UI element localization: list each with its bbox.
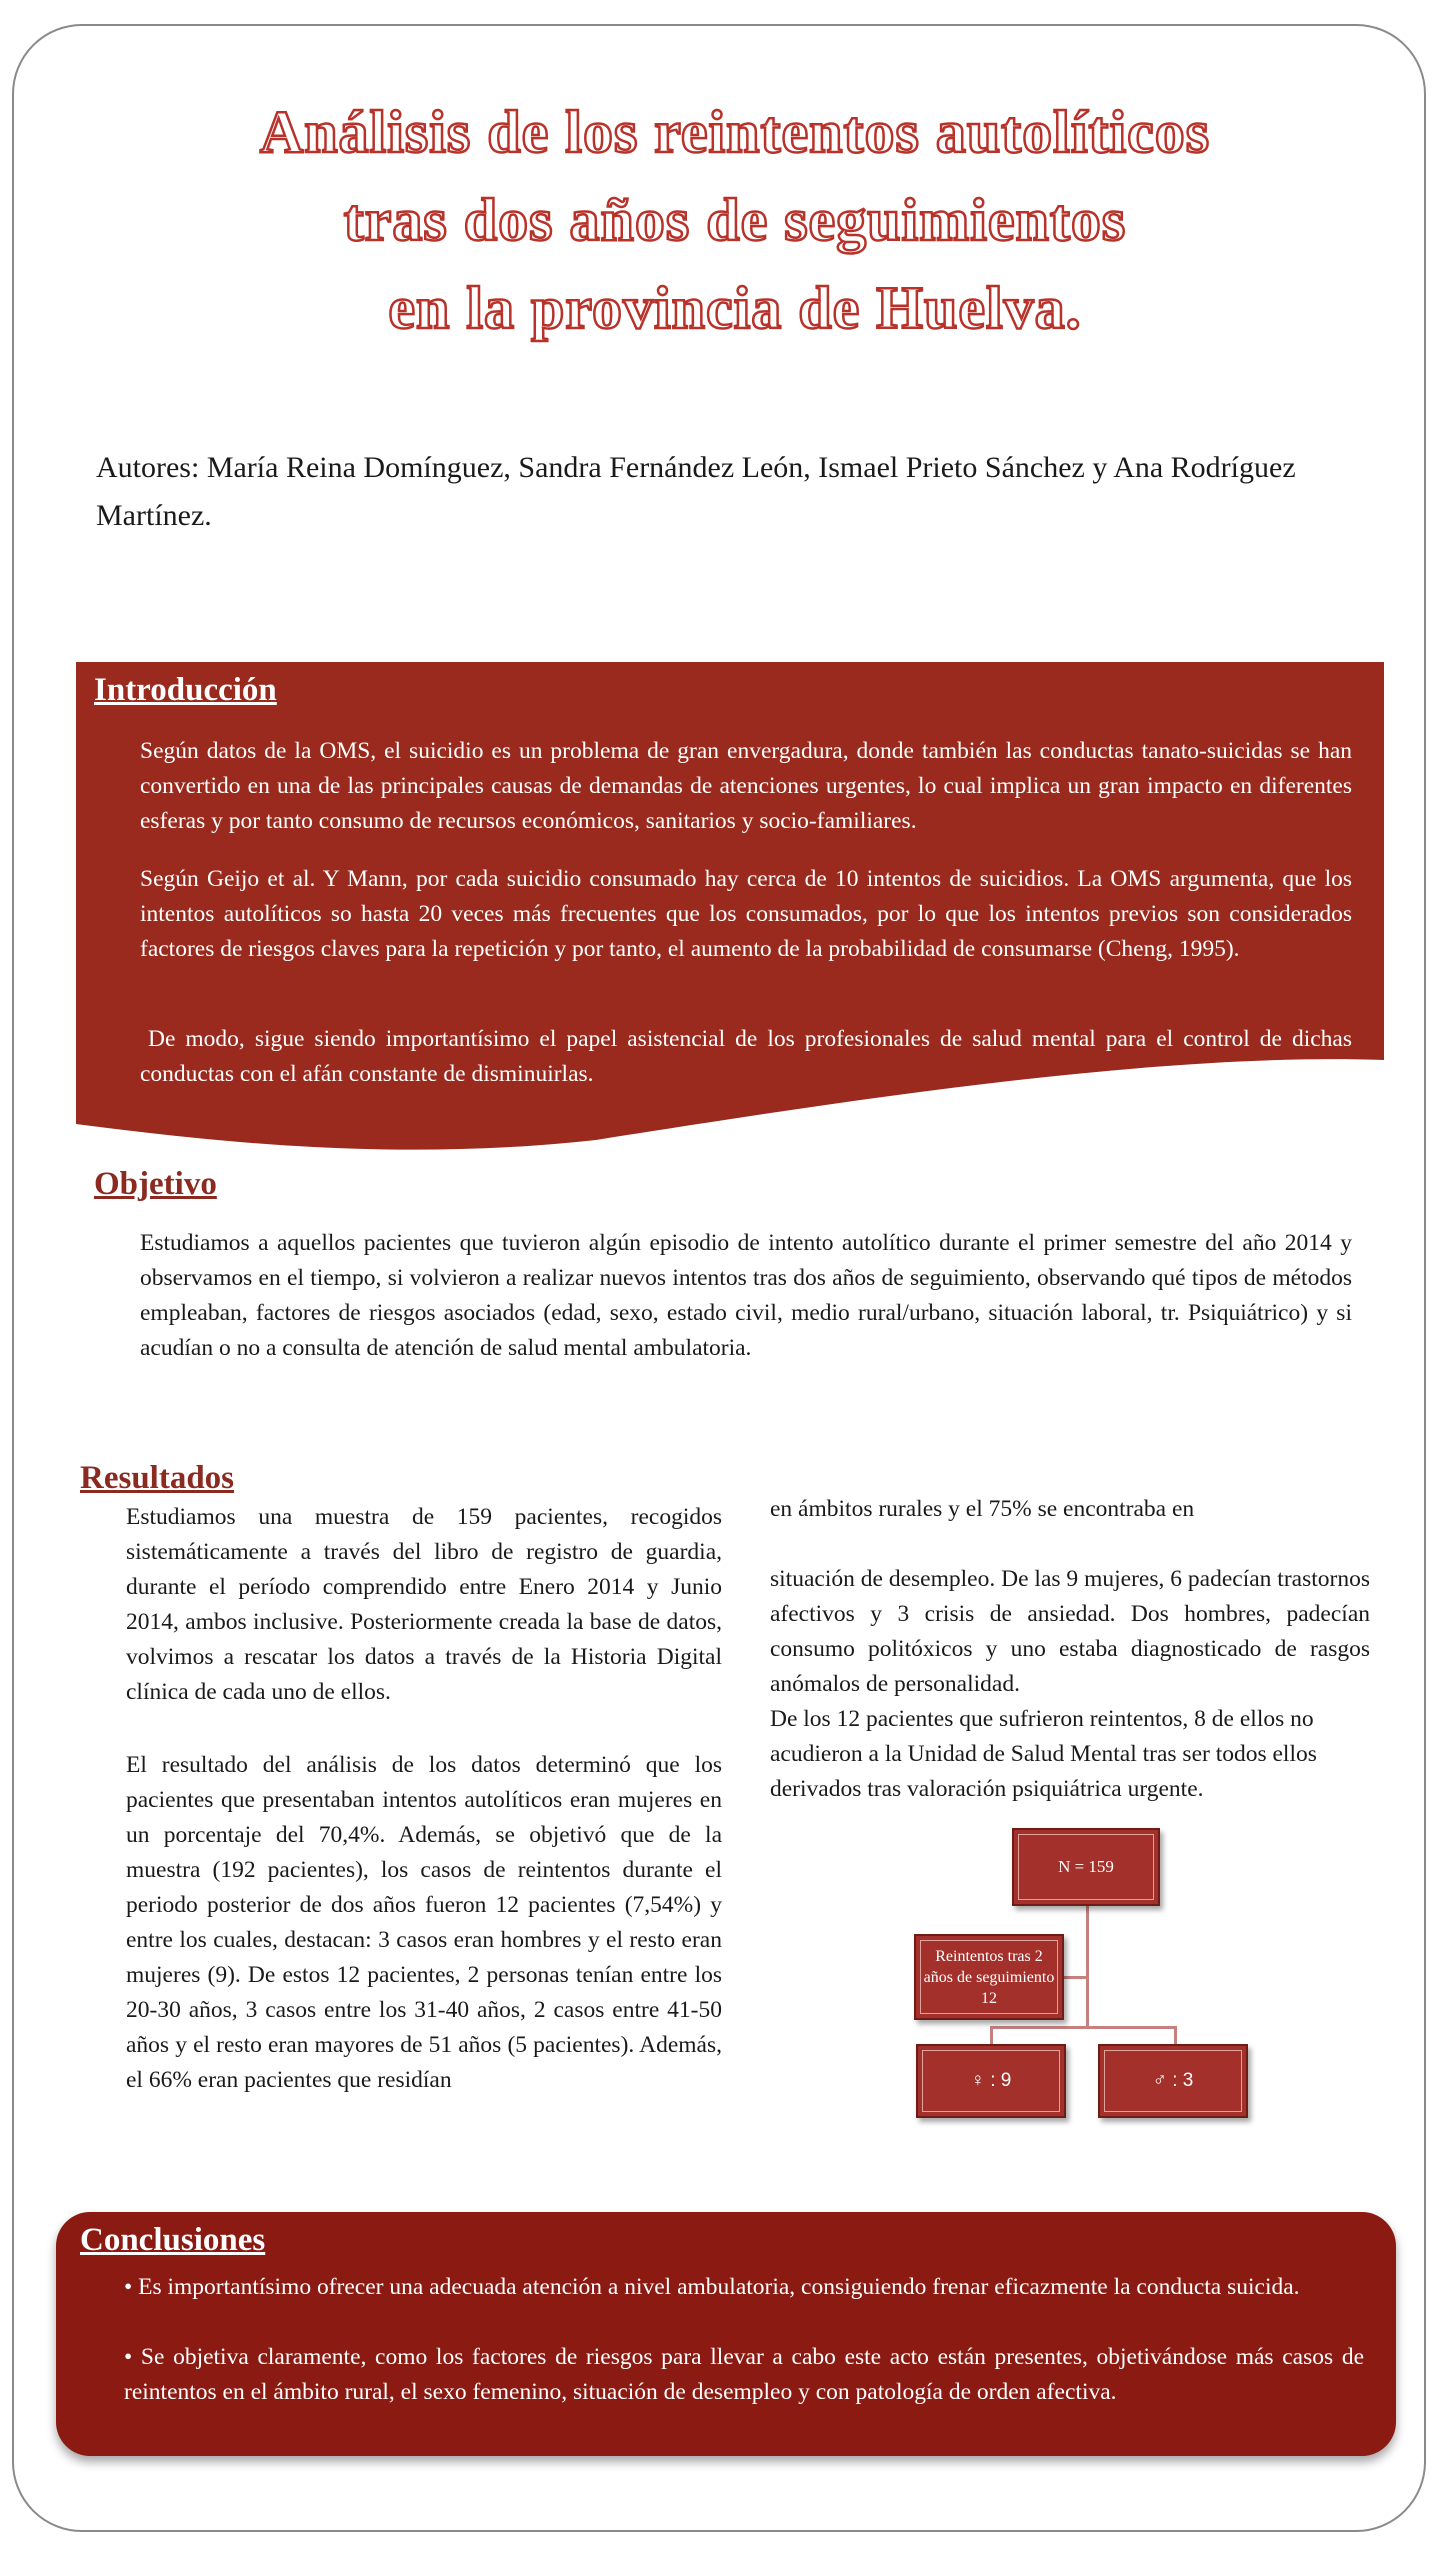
conclusiones-bullet-1: • Es importantísimo ofrecer una adecuada atención a nivel ambulatoria, consiguiendo frenar eficazmente la conducta suicida. <box>124 2274 1300 2300</box>
introduccion-paragraph-2: Según Geijo et al. Y Mann, por cada suicidio consumado hay cerca de 10 intentos de suicidios. La OMS argumenta, que los intentos autolíticos so hasta 20 veces más frecuentes que los consumados, por lo que los intentos previos son considerados factores de riesgos claves para la repetición y por tanto, el aumento de la probabilidad de consumarse (Cheng, 1995). <box>140 866 1352 962</box>
connector-male <box>1174 2026 1177 2044</box>
diagram-node-male <box>1098 2044 1248 2118</box>
objetivo-heading: Objetivo <box>94 1166 217 1202</box>
resultados-right-paragraph-2: situación de desempleo. De las 9 mujeres, 6 padecían trastornos afectivos y 3 crisis de ansiedad. Dos hombres, padecían consumo politóxicos y uno estaba diagnosticado de rasgos anómalos de personalidad. <box>770 1566 1370 1697</box>
title-line-2: tras dos años de seguimientos <box>343 187 1127 253</box>
resultados-right-paragraph-3: De los 12 pacientes que sufrieron reintentos, 8 de ellos no acudieron a la Unidad de Salud Mental tras ser todos ellos derivados tras valoración psiquiátrica urgente. <box>770 1706 1317 1802</box>
connector-female <box>990 2026 993 2044</box>
title-line-3: en la provincia de Huelva. <box>388 275 1082 341</box>
introduccion-paragraph-1: Según datos de la OMS, el suicidio es un problema de gran envergadura, donde también las conductas tanato-suicidas se han convertido en una de las principales causas de demandas de atenciones urgentes, lo cual implica un gran impacto en diferentes esferas y por tanto consumo de recursos económicos, sanitarios y socio-familiares. <box>140 738 1352 834</box>
diagram-node-reintentos-label: Reintentos tras 2 años de seguimiento 12 <box>923 1947 1055 2007</box>
diagram-node-root <box>1012 1828 1160 1906</box>
diagram-node-female <box>916 2044 1066 2118</box>
diagram-node-root-label: N = 159 <box>1058 1857 1114 1876</box>
connector-middle <box>1064 1976 1088 1979</box>
connector-root <box>1086 1904 1089 2028</box>
authors: Autores: María Reina Domínguez, Sandra Fernández León, Ismael Prieto Sánchez y Ana Rodríguez Martínez. <box>96 451 1296 532</box>
conclusiones-heading: Conclusiones <box>80 2222 266 2258</box>
resultados-right-paragraph-1: en ámbitos rurales y el 75% se encontraba en <box>770 1496 1195 1522</box>
resultados-left-paragraph-2: El resultado del análisis de los datos determinó que los pacientes que presentaban intentos autolíticos eran mujeres en un porcentaje del 70,4%. Además, se objetivó que de la muestra (192 pacientes), los casos de reintentos durante el periodo posterior de dos años fueron 12 pacientes (7,54%) y entre los cuales, destacan: 3 casos eran hombres y el resto eran mujeres (9). De estos 12 pacientes, 2 personas tenían entre los 20-30 años, 3 casos entre los 31-40 años, 2 casos entre 41-50 años y el resto eran mayores de 51 años (5 pacientes). Además, el 66% eran pacientes que residían <box>126 1752 722 2093</box>
resultados-left-paragraph-1: Estudiamos una muestra de 159 pacientes, recogidos sistemáticamente a través del libro de registro de guardia, durante el período comprendido entre Enero 2014 y Junio 2014, ambos inclusive. Posteriormente creada la base de datos, volvimos a rescatar los datos a través de la Historia Digital clínica de cada uno de ellos. <box>126 1504 722 1705</box>
title-line-1: Análisis de los reintentos autolíticos <box>259 99 1211 165</box>
introduccion-heading: Introducción <box>94 672 277 708</box>
diagram-node-female-label: ♀ : 9 <box>970 2070 1012 2091</box>
connector-horizontal <box>990 2026 1176 2029</box>
diagram-node-reintentos <box>914 1934 1064 2020</box>
poster-title <box>120 88 1350 352</box>
objetivo-text: Estudiamos a aquellos pacientes que tuvieron algún episodio de intento autolítico durante el primer semestre del año 2014 y observamos en el tiempo, si volvieron a realizar nuevos intentos tras dos años de seguimiento, observando qué tipos de métodos empleaban, factores de riesgos asociados (edad, sexo, estado civil, medio rural/urbano, situación laboral, tr. Psiquiátrico) y si acudían o no a consulta de atención de salud mental ambulatoria. <box>140 1230 1352 1361</box>
introduccion-paragraph-3: De modo, sigue siendo importantísimo el papel asistencial de los profesionales de salud mental para el control de dichas conductas con el afán constante de disminuirlas. <box>140 1026 1352 1087</box>
conclusiones-bullet-2: • Se objetiva claramente, como los factores de riesgos para llevar a cabo este acto están presentes, objetivándose más casos de reintentos en el ámbito rural, el sexo femenino, situación de desempleo y con patología de orden afectiva. <box>124 2344 1364 2405</box>
resultados-heading: Resultados <box>80 1460 235 1496</box>
diagram-node-male-label: ♂ : 3 <box>1152 2070 1194 2091</box>
